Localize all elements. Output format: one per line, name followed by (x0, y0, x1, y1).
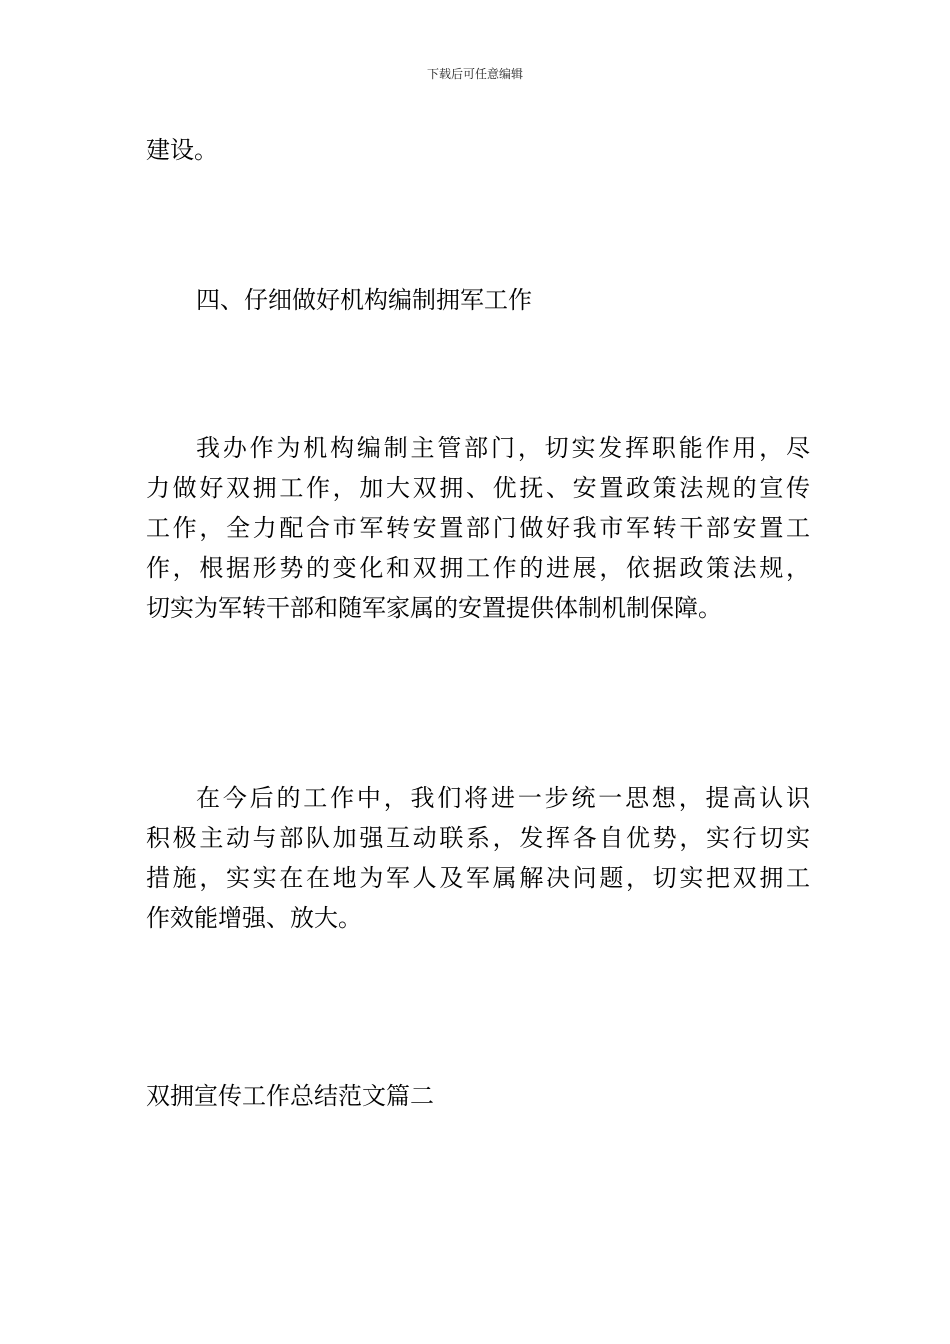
text-line: 建设。 (146, 136, 218, 164)
paragraph-closing (146, 778, 810, 938)
section-heading (146, 280, 860, 320)
title-text: 双拥宣传工作总结范文篇二 (146, 1082, 434, 1110)
text-line: 作，根据形势的变化和双拥工作的进展，依据政策法规， (146, 554, 810, 582)
paragraph-section4 (146, 428, 810, 628)
text-line: 切实为军转干部和随军家属的安置提供体制机制保障。 (146, 594, 722, 622)
text-line: 我办作为机构编制主管部门，切实发挥职能作用，尽 (196, 434, 810, 462)
heading-text: 四、仔细做好机构编制拥军工作 (196, 286, 532, 314)
text-line: 在今后的工作中，我们将进一步统一思想，提高认识 (196, 784, 810, 812)
text-line: 作效能增强、放大。 (146, 904, 362, 932)
text-line: 积极主动与部队加强互动联系，发挥各自优势，实行切实 (146, 824, 810, 852)
text-line: 措施，实实在在地为军人及军属解决问题，切实把双拥工 (146, 864, 810, 892)
continued-text (146, 130, 810, 170)
text-line: 工作，全力配合市军转安置部门做好我市军转干部安置工 (146, 514, 810, 542)
text-line: 力做好双拥工作，加大双拥、优抚、安置政策法规的宣传 (146, 474, 810, 502)
next-article-title (146, 1076, 810, 1116)
page-header: 下载后可任意编辑 (426, 67, 523, 81)
